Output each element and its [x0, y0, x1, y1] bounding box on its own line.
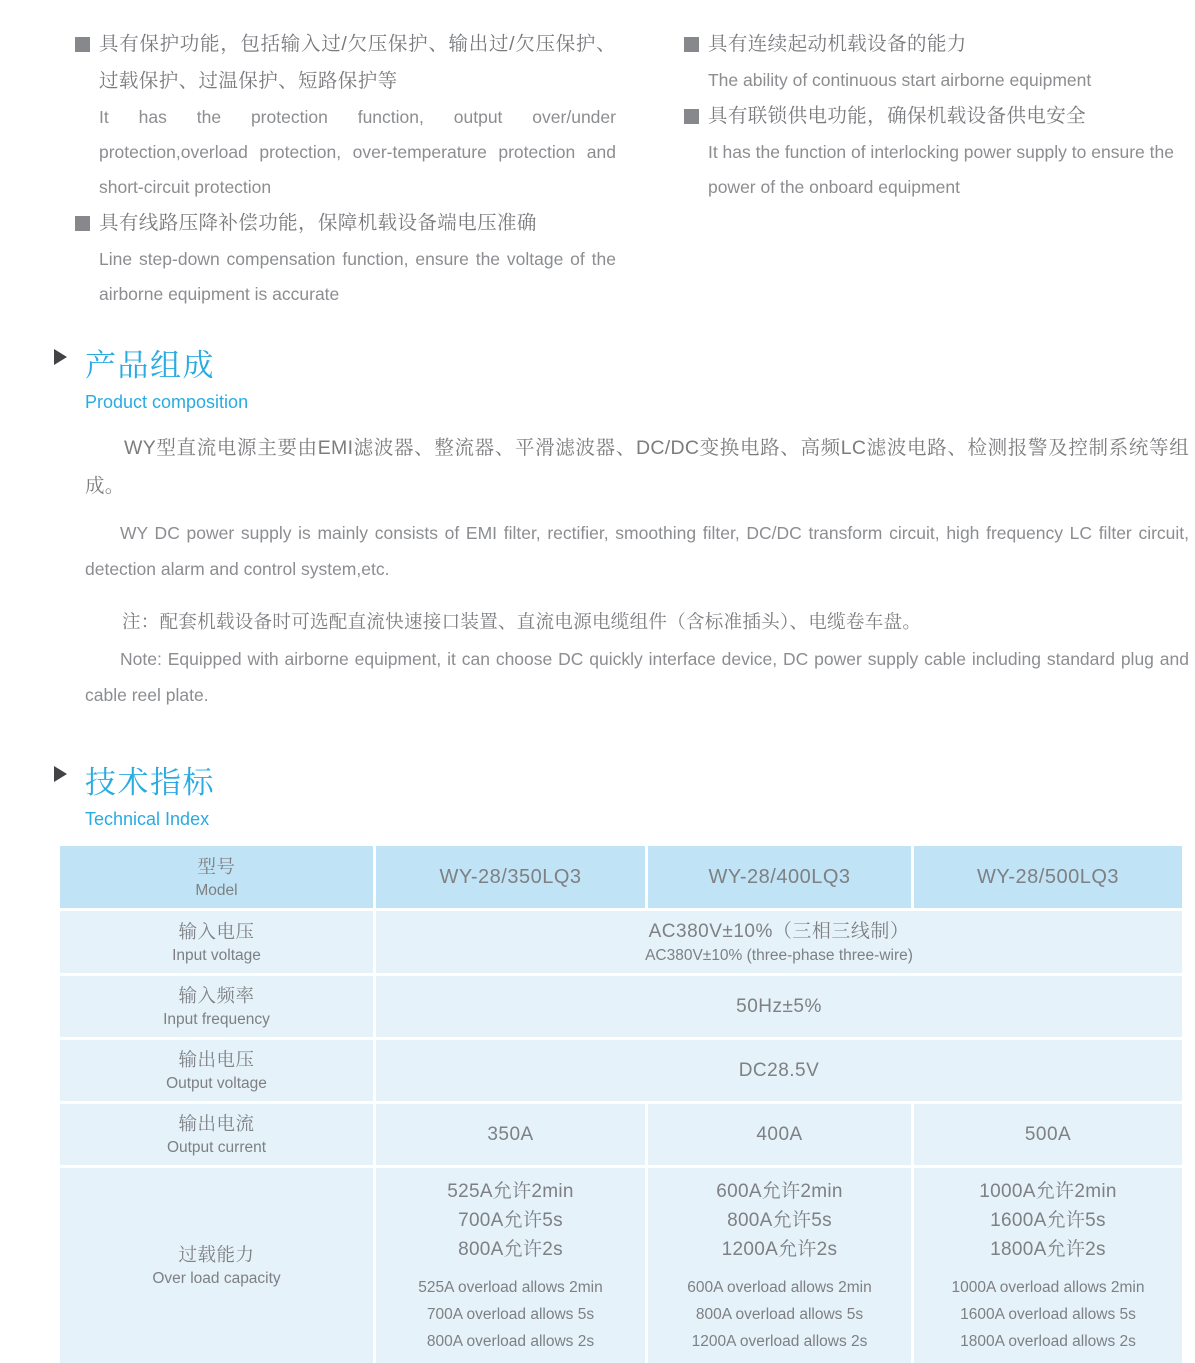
- row-label-en: Output current: [166, 1139, 267, 1156]
- cell-input-frequency-value: 50Hz±5%: [376, 976, 1182, 1037]
- row-label-en: Input voltage: [172, 946, 261, 964]
- cell-overload-1: [376, 1168, 645, 1363]
- section-technical-index-heading: [85, 757, 1195, 830]
- row-label-overload-capacity: [60, 1168, 373, 1363]
- row-label-output-current: [60, 1104, 373, 1165]
- row-label-input-voltage: [60, 911, 373, 973]
- section-title-zh: 产品组成: [85, 348, 215, 383]
- feature-item: [75, 205, 616, 312]
- cell-output-voltage-value: DC28.5V: [376, 1040, 1182, 1101]
- overload-line-en: 800A overload allows 5s: [695, 1305, 864, 1323]
- square-bullet-icon: [684, 37, 699, 52]
- value-zh: AC380V±10%（三相三线制）: [648, 921, 910, 942]
- value-en: AC380V±10% (three-phase three-wire): [645, 947, 913, 964]
- feature-text-zh: 具有联锁供电功能，确保机载设备供电安全: [707, 105, 1087, 127]
- row-label-zh: 输入电压: [178, 920, 255, 942]
- cell-output-current-1: 350A: [376, 1104, 645, 1165]
- section-marker-triangle-icon: [54, 766, 67, 782]
- overload-line-zh: 1200A允许2s: [721, 1238, 838, 1260]
- feature-text-zh: 具有线路压降补偿功能，保障机载设备端电压准确: [99, 212, 537, 234]
- overload-line-en: 1600A overload allows 5s: [960, 1305, 1136, 1323]
- feature-text-en: The ability of continuous start airborne equipment: [707, 70, 1092, 90]
- overload-line-zh: 800A允许5s: [727, 1209, 832, 1231]
- composition-paragraph-en: WY DC power supply is mainly consists of EMI filter, rectifier, smoothing filter, DC/DC transform circuit, high frequency LC filter circuit, detection alarm and control system,etc.: [85, 523, 1189, 579]
- row-label-zh: 输出电压: [178, 1049, 255, 1070]
- composition-note-en: Note: Equipped with airborne equipment, it can choose DC quickly interface device, DC power supply cable including standard plug and cable reel plate.: [85, 649, 1189, 705]
- feature-item: [684, 26, 1195, 98]
- table-header-model-3: WY-28/500LQ3: [914, 846, 1182, 908]
- cell-input-voltage-value: [376, 911, 1182, 973]
- overload-line-zh: 1800A允许2s: [990, 1238, 1106, 1260]
- overload-line-en: 700A overload allows 5s: [426, 1305, 595, 1323]
- table-header-model-label: [60, 846, 373, 908]
- overload-line-zh: 600A允许2min: [716, 1180, 843, 1202]
- row-label-zh: 输出电流: [178, 1113, 255, 1134]
- section-product-composition-heading: [85, 340, 1195, 413]
- section-marker-triangle-icon: [54, 349, 67, 365]
- feature-text-en: Line step-down compensation function, ensure the voltage of the airborne equipment is accurate: [99, 249, 616, 304]
- square-bullet-icon: [684, 109, 699, 124]
- square-bullet-icon: [75, 216, 90, 231]
- overload-line-zh: 700A允许5s: [458, 1209, 563, 1231]
- row-label-en: Output voltage: [166, 1075, 267, 1092]
- overload-line-zh: 525A允许2min: [447, 1180, 574, 1202]
- composition-note-zh: 注：配套机载设备时可选配直流快速接口装置、直流电源电缆组件（含标准插头）、电缆卷车盘。: [122, 611, 922, 632]
- overload-line-zh: 800A允许2s: [458, 1238, 563, 1260]
- table-header-model-1: WY-28/350LQ3: [376, 846, 645, 908]
- cell-output-current-2: 400A: [648, 1104, 911, 1165]
- feature-text-en: It has the function of interlocking power supply to ensure the power of the onboard equipment: [707, 142, 1174, 197]
- section-title-zh: 技术指标: [85, 765, 215, 800]
- row-label-zh: 输入频率: [178, 985, 255, 1006]
- row-label-output-voltage: [60, 1040, 373, 1101]
- overload-line-zh: 1600A允许5s: [990, 1209, 1106, 1231]
- feature-text-zh: 具有保护功能，包括输入过/欠压保护、输出过/欠压保护、过载保护、过温保护、短路保护等: [99, 33, 616, 92]
- overload-line-en: 1200A overload allows 2s: [691, 1332, 868, 1350]
- row-label-en: Input frequency: [163, 1011, 270, 1028]
- feature-column-left: [75, 26, 616, 312]
- feature-text-en: It has the protection function, output over/under protection,overload protection, over-temperature protection and short-circuit protection: [99, 107, 616, 197]
- cell-overload-2: [648, 1168, 911, 1363]
- overload-line-zh: 1000A允许2min: [979, 1180, 1117, 1202]
- composition-paragraph-zh: WY型直流电源主要由EMI滤波器、整流器、平滑滤波器、DC/DC变换电路、高频LC滤波电路、检测报警及控制系统等组成。: [85, 437, 1189, 497]
- feature-column-right: [684, 26, 1195, 312]
- header-label-en: Model: [195, 881, 238, 899]
- feature-list: [0, 0, 1195, 312]
- overload-line-en: 1000A overload allows 2min: [951, 1278, 1145, 1296]
- row-label-zh: 过载能力: [178, 1244, 255, 1265]
- cell-overload-3: [914, 1168, 1182, 1363]
- composition-body: [85, 429, 1189, 713]
- table-header-model-2: WY-28/400LQ3: [648, 846, 911, 908]
- overload-line-en: 600A overload allows 2min: [687, 1278, 872, 1296]
- feature-text-zh: 具有连续起动机载设备的能力: [707, 33, 967, 55]
- spec-table: [60, 846, 1182, 1363]
- overload-line-en: 525A overload allows 2min: [418, 1278, 603, 1296]
- section-title-en: Product composition: [85, 392, 249, 412]
- row-label-en: Over load capacity: [152, 1270, 281, 1287]
- feature-item: [684, 98, 1195, 205]
- row-label-input-frequency: [60, 976, 373, 1037]
- header-label-zh: 型号: [197, 855, 236, 877]
- section-title-en: Technical Index: [85, 809, 210, 829]
- square-bullet-icon: [75, 37, 90, 52]
- overload-line-en: 800A overload allows 2s: [426, 1332, 595, 1350]
- overload-line-en: 1800A overload allows 2s: [960, 1332, 1136, 1350]
- cell-output-current-3: 500A: [914, 1104, 1182, 1165]
- feature-item: [75, 26, 616, 205]
